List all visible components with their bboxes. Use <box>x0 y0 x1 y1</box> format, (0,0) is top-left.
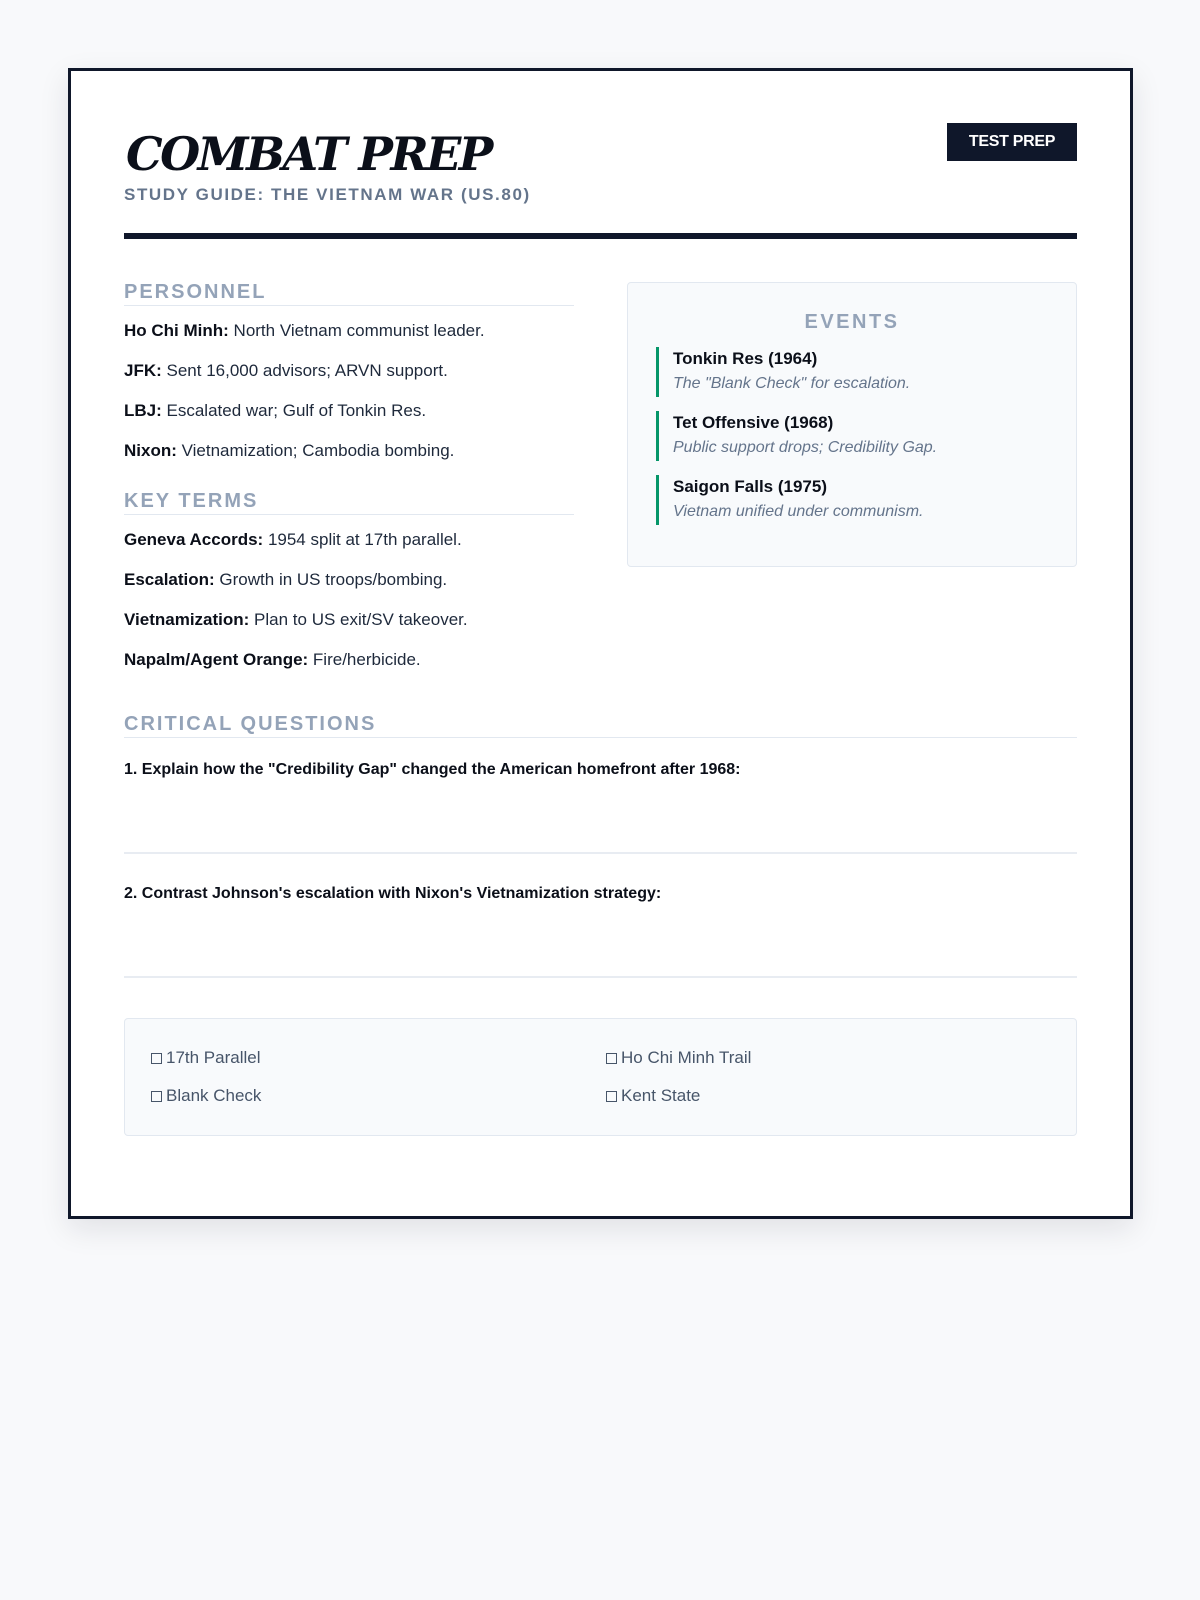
key-term-desc: Fire/herbicide. <box>308 650 421 669</box>
word-bank-item[interactable] <box>606 1039 1061 1077</box>
event-desc: Public support drops; Credibility Gap. <box>673 439 938 456</box>
key-term-item <box>124 569 574 591</box>
checkbox-icon[interactable] <box>606 1053 617 1064</box>
page-subtitle: STUDY GUIDE: THE VIETNAM WAR (US.80) <box>124 185 531 204</box>
question-prompt: 2. Contrast Johnson's escalation with Nixon's Vietnamization strategy: <box>124 885 662 902</box>
events-panel <box>627 282 1077 567</box>
header <box>124 123 1077 233</box>
study-guide-sheet <box>68 68 1133 1219</box>
events-list <box>656 347 1048 525</box>
word-bank-label: Blank Check <box>166 1086 262 1105</box>
word-bank-item[interactable] <box>151 1077 606 1115</box>
key-term-item <box>124 529 574 551</box>
event-item <box>656 475 1048 525</box>
left-column <box>124 281 574 671</box>
event-item <box>656 411 1048 461</box>
key-term-desc: Growth in US troops/bombing. <box>214 570 448 589</box>
answer-line[interactable] <box>124 780 1077 854</box>
events-heading: EVENTS <box>804 311 900 333</box>
checkbox-icon[interactable] <box>151 1053 162 1064</box>
test-prep-badge: TEST PREP <box>947 123 1077 161</box>
right-column <box>627 281 1077 671</box>
personnel-term: Nixon: <box>124 441 177 460</box>
key-term-desc: 1954 split at 17th parallel. <box>263 530 462 549</box>
brand-title: COMBAT PREP <box>126 127 491 181</box>
key-term-item <box>124 649 574 671</box>
word-bank <box>124 1018 1077 1136</box>
key-term-desc: Plan to US exit/SV takeover. <box>249 610 468 629</box>
key-term: Vietnamization: <box>124 610 250 629</box>
critical-questions-section <box>124 713 1077 978</box>
personnel-item <box>124 360 574 382</box>
event-desc: Vietnam unified under communism. <box>673 503 924 520</box>
event-title: Tet Offensive (1968) <box>673 413 834 432</box>
personnel-desc: Vietnamization; Cambodia bombing. <box>176 441 455 460</box>
personnel-desc: Escalated war; Gulf of Tonkin Res. <box>161 401 427 420</box>
header-divider <box>124 233 1077 239</box>
personnel-item <box>124 320 574 342</box>
answer-line[interactable] <box>124 904 1077 978</box>
event-title: Saigon Falls (1975) <box>673 477 827 496</box>
event-desc: The "Blank Check" for escalation. <box>673 375 911 392</box>
event-title: Tonkin Res (1964) <box>673 349 818 368</box>
word-bank-item[interactable] <box>606 1077 1061 1115</box>
personnel-item <box>124 400 574 422</box>
personnel-term: JFK: <box>124 361 162 380</box>
personnel-term: Ho Chi Minh: <box>124 321 229 340</box>
content-columns <box>124 281 1077 671</box>
personnel-term: LBJ: <box>124 401 162 420</box>
question-prompt: 1. Explain how the "Credibility Gap" changed the American homefront after 1968: <box>124 761 741 778</box>
key-terms-heading: KEY TERMS <box>124 490 574 515</box>
key-term-item <box>124 609 574 631</box>
personnel-heading: PERSONNEL <box>124 281 574 306</box>
event-item <box>656 347 1048 397</box>
key-term: Escalation: <box>124 570 215 589</box>
word-bank-label: 17th Parallel <box>166 1048 261 1067</box>
personnel-desc: Sent 16,000 advisors; ARVN support. <box>161 361 448 380</box>
checkbox-icon[interactable] <box>606 1091 617 1102</box>
personnel-desc: North Vietnam communist leader. <box>228 321 485 340</box>
word-bank-item[interactable] <box>151 1039 606 1077</box>
key-term: Napalm/Agent Orange: <box>124 650 309 669</box>
critical-questions-heading: CRITICAL QUESTIONS <box>124 713 1077 738</box>
word-bank-label: Ho Chi Minh Trail <box>621 1048 752 1067</box>
word-bank-label: Kent State <box>621 1086 701 1105</box>
key-terms-list <box>124 529 574 671</box>
personnel-list <box>124 320 574 462</box>
key-term: Geneva Accords: <box>124 530 264 549</box>
checkbox-icon[interactable] <box>151 1091 162 1102</box>
personnel-item <box>124 440 574 462</box>
